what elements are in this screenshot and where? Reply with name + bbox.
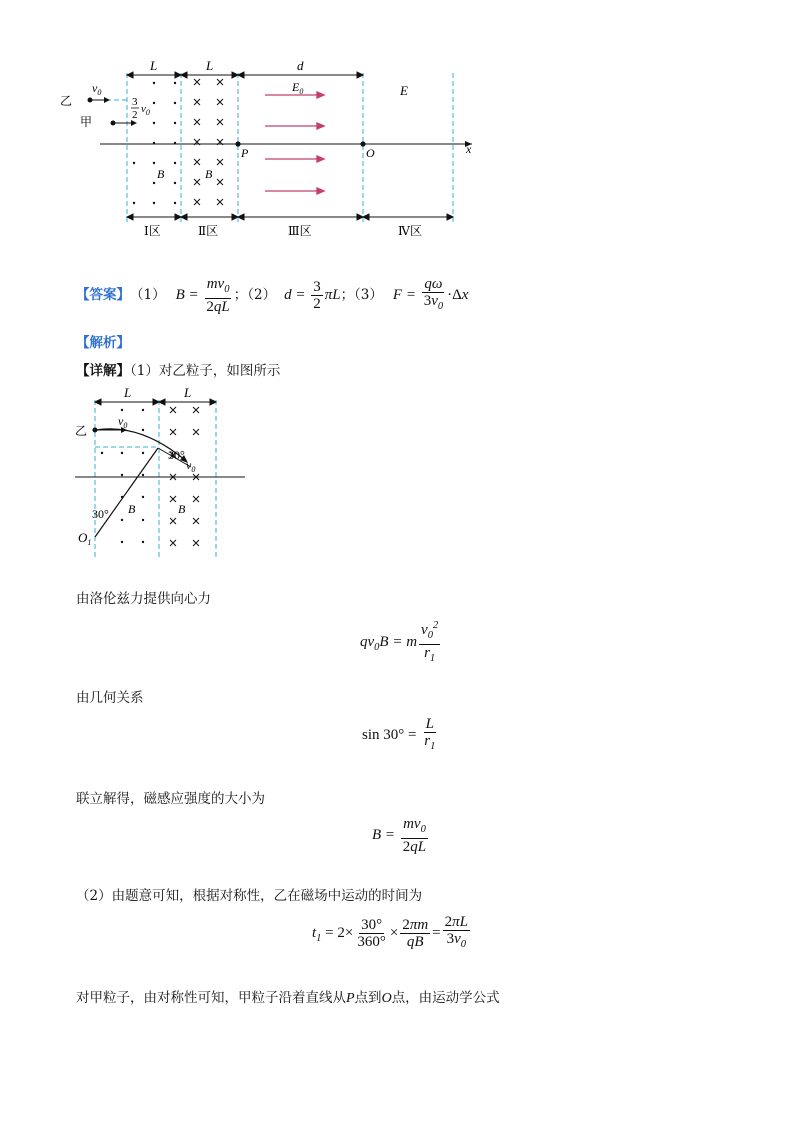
equation-sin30: sin 30° = $\frac{L}{r_1}$ [362,716,436,752]
text-combined: 联立解得，磁感应强度的大小为 [76,791,265,807]
label-zone-1: Ⅰ区 [144,224,161,238]
answer-part1: （1） [130,287,166,303]
svg-text:v0: $v_0$ [186,458,196,474]
equation-B: B = $\frac{mv_0}{2qL}$ [372,816,427,855]
point-P [235,141,240,146]
svg-text:v0: $v_0$ [141,103,150,117]
label-O: O [366,146,375,160]
svg-text:乙: 乙 [75,424,88,438]
label-L-2: L [206,58,214,73]
svg-text:v0: $v_0$ [118,414,128,430]
answer-2-formula: d = $\frac{3}{2}$ πL [284,278,341,312]
zone-1-dots [133,82,176,204]
figure-1-field-diagram [60,55,490,245]
label-zone-2: Ⅱ区 [198,224,219,238]
svg-text:L: L [184,385,192,400]
label-B-1: B [157,167,165,181]
detail-line [76,362,280,380]
svg-text:L: L [124,385,132,400]
label-E0: $E_0$ [292,80,304,96]
label-v0: $v_0$ [92,81,102,97]
detail-text: （1）对乙粒子，如图所示 [130,363,281,379]
answer-line [76,275,468,315]
label-yi: 乙 [60,94,73,108]
text-jia-particle: 对甲粒子，由对称性可知，甲粒子沿着直线从P点到O点，由运动学公式 [76,990,500,1006]
svg-text:B: B [128,502,136,516]
label-d: d [297,58,304,73]
detail-tag: 【详解】 [76,363,130,379]
field-arrows-E0 [265,92,324,194]
label-3-2-v0 [131,96,150,121]
figure-2-trajectory-diagram [70,385,260,560]
label-E: E [400,83,408,98]
equation-t1: $t_1 = 2\times$ $\frac{30^\circ}{360^\circ}$ × $\frac{2\pi m}{qB}$ = $\frac{2\pi L}{3v_0}$ [312,914,468,950]
equation-lorentz: $qv_0B = m$ $\frac{v_0^2}{r_1}$ [360,620,439,664]
svg-text:O1: $O_1$ [78,530,92,547]
label-jia: 甲 [80,115,93,129]
label-x: x [466,142,472,156]
label-zone-4: Ⅳ区 [398,224,422,238]
label-L-1: L [150,58,158,73]
text-part2: （2）由题意可知，根据对称性，乙在磁场中运动的时间为 [76,888,423,904]
label-B-2: B [205,167,213,181]
answer-part3: ；（3） [340,287,383,303]
zone-2-crosses [194,79,223,205]
svg-text:B: B [178,502,186,516]
answer-1-formula: B = $\frac{mv_0}{2qL}$ [175,275,230,315]
svg-text:30°: 30° [168,448,185,462]
label-zone-3: Ⅲ区 [288,224,312,238]
svg-text:2: 2 [132,109,138,121]
label-P: P [241,146,249,160]
answer-3-formula: F = $\frac{q\omega}{3v_0}$ ·Δx [392,275,469,312]
point-O [360,141,365,146]
analysis-tag: 【解析】 [76,335,130,351]
text-geometry: 由几何关系 [76,690,144,706]
svg-text:3: 3 [132,96,138,108]
text-lorentz: 由洛伦兹力提供向心力 [76,591,211,607]
answer-part2: ；（2） [233,287,277,303]
radius-line [95,448,158,537]
svg-text:30°: 30° [92,507,109,521]
answer-tag: 【答案】 [76,287,130,303]
